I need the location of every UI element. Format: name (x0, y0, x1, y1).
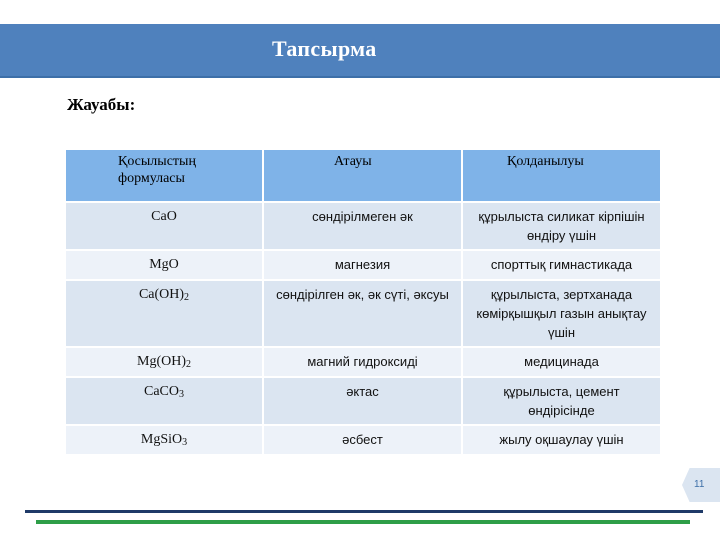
formula-cell: MgO (66, 250, 263, 280)
table-row (66, 280, 661, 347)
header-formula: Қосылыстың формуласы (66, 150, 263, 202)
table-row (66, 202, 661, 250)
answer-label: Жауабы: (67, 95, 136, 114)
table-row (66, 347, 661, 377)
formula-cell: MgSiO$_3$ (66, 425, 263, 454)
use-cell: құрылыста силикат кірпішін өндіру үшін (462, 202, 661, 250)
slide-title: Тапсырма (272, 36, 377, 61)
table-row (66, 425, 661, 454)
name-cell: магнезия (263, 250, 462, 280)
formula-cell: CaO (66, 202, 263, 250)
header-use: Қолданылуы (462, 150, 661, 202)
use-cell: құрылыста, зертханада көмірқышқыл газын анықтау үшін (462, 280, 661, 347)
footer-green-line (36, 520, 690, 524)
compounds-table (66, 150, 662, 454)
use-cell: құрылыста, цемент өндірісінде (462, 377, 661, 425)
formula-cell: CaCO$_3$ (66, 377, 263, 425)
use-cell: медицинада (462, 347, 661, 377)
formula-cell: $Mg(OH)_2$ (66, 347, 263, 377)
use-cell: спорттық гимнастикада (462, 250, 661, 280)
name-cell: магний гидроксиді (263, 347, 462, 377)
table-header-row (66, 150, 661, 202)
name-cell: әсбест (263, 425, 462, 454)
name-cell: әктас (263, 377, 462, 425)
table-row (66, 377, 661, 425)
name-cell: сөндірілмеген әк (263, 202, 462, 250)
formula-cell: $Ca(OH)_2$ (66, 280, 263, 347)
header-name: Атауы (263, 150, 462, 202)
footer-blue-line (25, 510, 703, 513)
table-row (66, 250, 661, 280)
page-number: 11 (694, 479, 705, 490)
use-cell: жылу оқшаулау үшін (462, 425, 661, 454)
name-cell: сөндірілген әк, әк сүті, әксуы (263, 280, 462, 347)
